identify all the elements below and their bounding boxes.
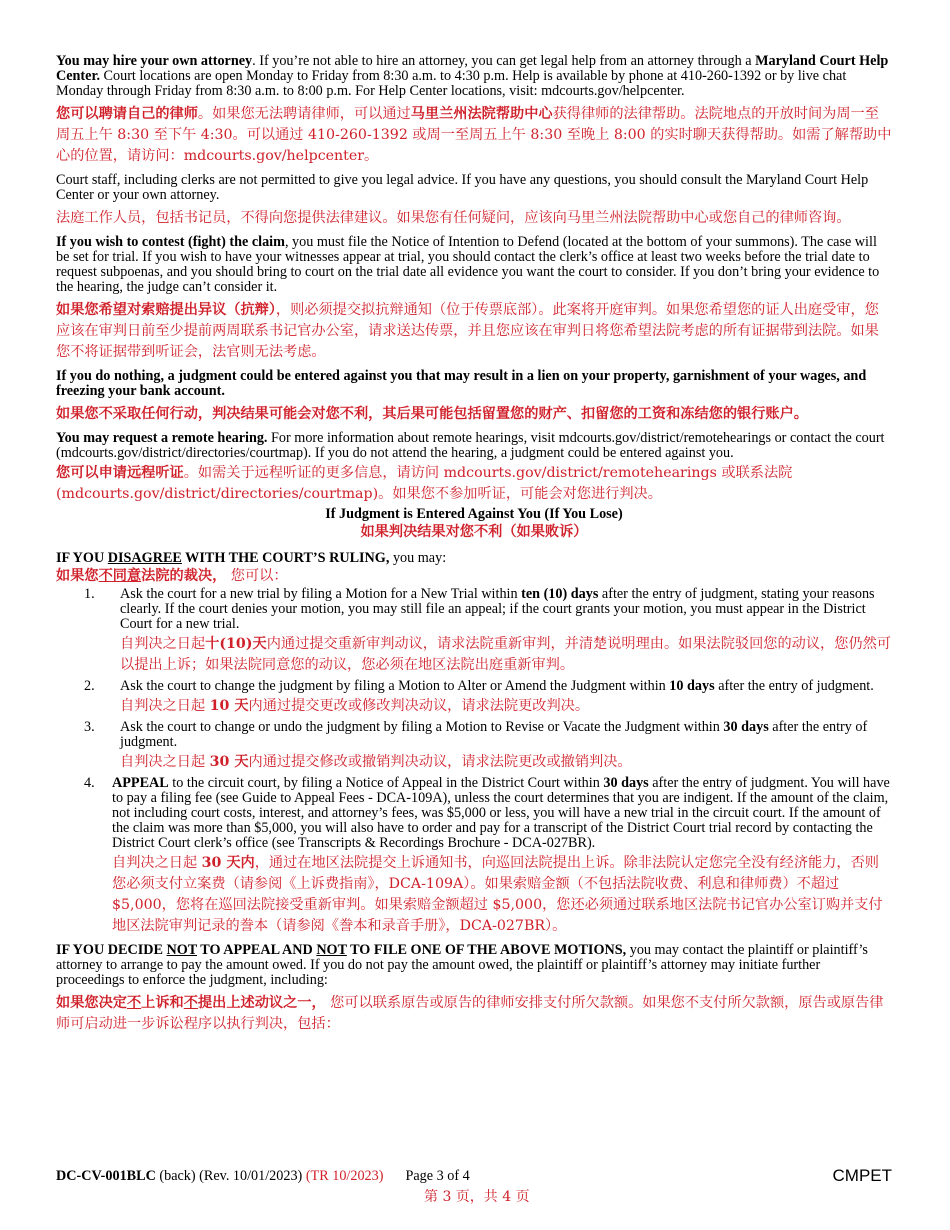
option-text	[120, 679, 892, 694]
help-center-name: Maryland Court Help Center.	[56, 53, 889, 84]
final-text-zh: 您可以联系原告或原告的律师安排支付所欠款额。如果您不支付所欠款额，原告或原告律师可启动进一步诉讼程序以执行判决，包括：	[56, 995, 884, 1032]
document-body	[56, 54, 892, 1041]
contest-paragraph	[56, 235, 892, 295]
disagree-pre-zh: 如果您	[56, 568, 99, 584]
list-number: 3.	[84, 719, 95, 735]
final-a: IF YOU DECIDE	[56, 942, 167, 958]
option-text	[120, 720, 892, 750]
option-text-zh	[112, 853, 892, 937]
list-item	[56, 679, 892, 717]
option-text-za: 自判决之日起	[120, 754, 210, 770]
disagree-paragraph-zh	[56, 566, 892, 587]
court-staff-paragraph: Court staff, including clerks are not permitted to give you legal advice. If you have any questions, you should consult the Maryland Court Help Center or your own attorney.	[56, 172, 869, 203]
contest-heading-zh: 如果您希望对索赔提出异议（抗辩）	[56, 302, 276, 318]
form-revision: (back) (Rev. 10/01/2023)	[155, 1168, 306, 1184]
remote-hearing-heading-zh: 您可以申请远程听证	[56, 465, 184, 481]
contest-text-zh: ，则必须提交拟抗辩通知（位于传票底部）。此案将开庭审判。如果您希望您的证人出庭受审，您应该在审判日前至少提前两周联系书记官办公室，请求送达传票，并且您应该在审判日将您希望法院考虑的所有证据带到法院。如果您不将证据带到听证会，法官则无法考虑。	[56, 302, 879, 360]
option-text-a: Ask the court to change or undo the judgment by filing a Motion to Revise or Vacate the Judgment within	[120, 719, 724, 735]
page-number-zh: 第 3 页，共 4 页	[424, 1189, 530, 1205]
disagree-text-zh: 您可以：	[226, 568, 288, 584]
final-b: TO APPEAL AND	[197, 942, 317, 958]
page-number: Page 3 of 4	[405, 1168, 470, 1184]
option-text-a: Ask the court for a new trial by filing a Motion for a New Trial within	[120, 586, 522, 602]
option-deadline: 10 days	[669, 678, 715, 694]
attorney-paragraph	[56, 54, 892, 99]
option-text-a: Ask the court to change the judgment by filing a Motion to Alter or Amend the Judgment within	[120, 678, 670, 694]
final-not-1: NOT	[166, 942, 197, 958]
final-paragraph	[56, 943, 892, 988]
option-text	[120, 587, 892, 632]
form-number: DC-CV-001BLC	[56, 1168, 156, 1184]
final-not-2-zh: 不	[183, 995, 198, 1011]
list-number: 4.	[84, 775, 95, 791]
attorney-text-1-zh: 。如果您无法聘请律师，可以通过	[197, 106, 411, 122]
final-not-1-zh: 不	[126, 995, 142, 1011]
option-text-zh	[120, 634, 892, 676]
option-text-zc: ，通过在地区法院提交上诉通知书，向巡回法院提出上诉。除非法院认定您完全没有经济能力，否则您必须支付立案费（请参阅《上诉费指南》，DCA-109A）。如果索赔金额（不包括法院收费、利息和律师费）不超过 $5,000，您将在巡回法院接受重新审判。如果索赔金额超过 $5,000，您还必须通过联系地区法院书记官办公室订购并支付地区法院审判记录的誊本（请参阅《誊本和录音手册》，DCA-027BR）。	[112, 855, 883, 934]
page-footer	[56, 1168, 892, 1185]
attorney-heading: You may hire your own attorney	[56, 53, 253, 69]
court-staff-paragraph-zh: 法庭工作人员，包括书记员，不得向您提供法律建议。如果您有任何疑问，应该向马里兰州法院帮助中心或您自己的律师咨询。	[56, 210, 851, 226]
option-text-zh	[120, 696, 892, 717]
option-text-c: after the entry of judgment.	[120, 719, 868, 750]
attorney-text-1: . If you’re not able to hire an attorney, you can get legal help from an attorney through a	[252, 53, 756, 69]
final-a-zh: 如果您决定	[56, 995, 127, 1011]
option-deadline-zh: 10 天	[209, 698, 249, 714]
final-text: you may contact the plaintiff or plaintiff’s attorney to arrange to pay the amount owed. If you do not pay the amount owed, the plaintiff or plaintiff’s attorney may initiate further proceedings to enforce the judgment, including:	[56, 942, 868, 988]
form-code: CMPET	[832, 1166, 892, 1185]
option-text-c: after the entry of judgment. You will have to pay a filing fee (see Guide to Appeal Fees - DCA-109A), unless the court determines that you are indigent. If the amount of the claim, not including court costs, interest, and attorney’s fees, was $5,000 or less, you will have a new trial in the circuit court. If the amount of the claim was more than $5,000, you will also have to order and pay for a transcript of the District Court trial record by contacting the District Court clerk’s office (see Transcripts & Recordings Brochure - DCA-027BR).	[112, 775, 890, 851]
option-text-zc: 内通过提交更改或修改判决动议，请求法院更改判决。	[248, 698, 590, 714]
do-nothing-text-zh: 如果您不采取任何行动，判决结果可能会对您不利，其后果可能包括留置您的财产、扣留您的工资和冻结您的银行账户。	[56, 406, 808, 422]
option-text-a: to the circuit court, by filing a Notice of Appeal in the District Court within	[168, 775, 604, 791]
option-text-zc: 内通过提交重新审判动议，请求法院重新审判，并清楚说明理由。如果法院驳回您的动议，您仍然可以提出上诉；如果法院同意您的动议，您必须在地区法院出庭重新审判。	[120, 636, 891, 673]
option-deadline-zh: 30 天	[209, 754, 249, 770]
remote-hearing-paragraph-zh	[56, 463, 892, 505]
option-text-c: after the entry of judgment, stating your reasons clearly. If the court denies your motion, you may still file an appeal; if the court grants your motion, you must appear in the District Court for a new trial.	[120, 586, 875, 632]
disagree-paragraph	[56, 551, 892, 566]
section-heading-zh: 如果判决结果对您不利（如果败诉）	[360, 524, 588, 540]
attorney-heading-zh: 您可以聘请自己的律师	[56, 106, 198, 122]
disagree-underlined: DISAGREE	[107, 550, 182, 566]
contest-text: , you must file the Notice of Intention to Defend (located at the bottom of your summons). The case will be set for trial. If you wish to have your witnesses appear at trial, you should contact the clerk’s office at least two weeks before the trial date to request subpoenas, and you should bring to court on the trial date all evidence you want the court to consider. If you don’t bring your evidence to the hearing, the judge can’t consider it.	[56, 234, 880, 295]
attorney-text-2-zh: 获得律师的法律帮助。法院地点的开放时间为周一至周五上午 8:30 至下午 4:30。可以通过 410-260-1392 或周一至周五上午 8:30 至晚上 8:00 的实时聊天获得帮助。如需了解帮助中心的位置，请访问：mdcourts.gov/helpcenter。	[56, 106, 892, 164]
final-c-zh: 提出上述动议之一，	[197, 995, 326, 1011]
remote-hearing-text: For more information about remote hearings, visit mdcourts.gov/district/remotehearings or contact the court (mdcourts.gov/district/directories/courtmap). If you do not attend the hearing, a judgment could be entered against you.	[56, 430, 885, 461]
disagree-underlined-zh: 不同意	[98, 568, 142, 584]
disagree-text: you may:	[389, 550, 447, 566]
section-heading: If Judgment is Entered Against You (If You Lose)	[325, 506, 623, 522]
option-deadline: 30 days	[603, 775, 649, 791]
contest-heading: If you wish to contest (fight) the claim	[56, 234, 285, 250]
disagree-pre: IF YOU	[56, 550, 108, 566]
option-text	[112, 776, 892, 851]
option-text-zc: 内通过提交修改或撤销判决动议，请求法院更改或撤销判决。	[248, 754, 632, 770]
contest-paragraph-zh	[56, 300, 892, 363]
list-item	[56, 720, 892, 773]
options-list	[56, 587, 892, 937]
option-text-c: after the entry of judgment.	[714, 678, 874, 694]
disagree-post-zh: 法院的裁决，	[141, 568, 227, 584]
do-nothing-paragraph	[56, 369, 892, 399]
help-center-name-zh: 马里兰州法院帮助中心	[410, 106, 553, 122]
option-deadline: 30 days	[723, 719, 769, 735]
appeal-keyword: APPEAL	[112, 775, 169, 791]
list-number: 1.	[84, 586, 95, 602]
final-b-zh: 上诉和	[141, 995, 184, 1011]
do-nothing-text: If you do nothing, a judgment could be entered against you that may result in a lien on your property, garnishment of your wages, and freezing your bank account.	[56, 368, 867, 399]
do-nothing-paragraph-zh	[56, 404, 892, 425]
remote-hearing-text-zh: 。如需关于远程听证的更多信息，请访问 mdcourts.gov/district/remotehearings 或联系法院 (mdcourts.gov/district/directories/courtmap)。如果您不参加听证，可能会对您进行判决。	[56, 465, 793, 502]
final-paragraph-zh	[56, 993, 892, 1035]
final-c: TO FILE ONE OF THE ABOVE MOTIONS,	[346, 942, 627, 958]
list-number: 2.	[84, 678, 95, 694]
option-text-zh	[120, 752, 892, 773]
translation-date: (TR 10/2023)	[305, 1168, 384, 1184]
option-deadline-zh: 30 天内	[201, 855, 255, 871]
option-deadline-zh: 十(10)天	[205, 636, 267, 652]
list-item	[56, 776, 892, 937]
attorney-text-2: Court locations are open Monday to Friday from 8:30 a.m. to 4:30 p.m. Help is available by phone at 410-260-1392 or by live chat Monday through Friday from 8:30 a.m. to 8:00 p.m. For Help Center locations, visit: mdcourts.gov/helpcenter.	[56, 68, 847, 99]
option-text-za: 自判决之日起	[120, 698, 210, 714]
option-deadline: ten (10) days	[521, 586, 599, 602]
option-text-za: 自判决之日起	[112, 855, 202, 871]
final-not-2: NOT	[316, 942, 347, 958]
remote-hearing-paragraph	[56, 431, 892, 461]
disagree-post: WITH THE COURT’S RULING,	[181, 550, 390, 566]
remote-hearing-heading: You may request a remote hearing.	[56, 430, 268, 446]
list-item	[56, 587, 892, 676]
option-text-za: 自判决之日起	[120, 636, 206, 652]
attorney-paragraph-zh	[56, 104, 892, 167]
